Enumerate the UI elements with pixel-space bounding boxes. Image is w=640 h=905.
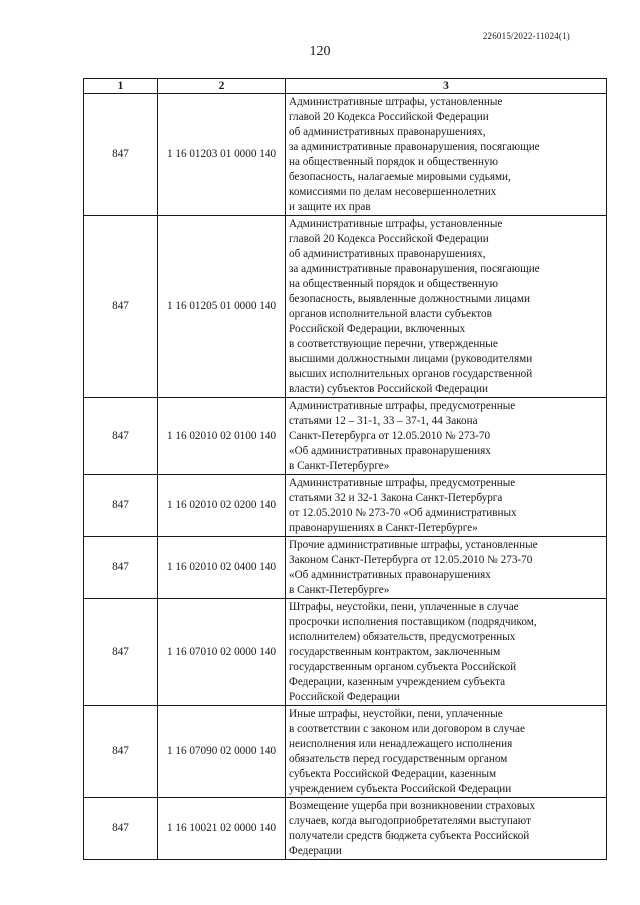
admin-code-cell: 847 bbox=[84, 798, 158, 860]
revenue-code-cell: 1 16 02010 02 0200 140 bbox=[158, 475, 286, 537]
description-line: и защите их прав bbox=[289, 201, 371, 213]
description-line: органов исполнительной власти субъектов bbox=[289, 308, 492, 320]
description-cell bbox=[286, 537, 607, 599]
revenue-code-cell: 1 16 01203 01 0000 140 bbox=[158, 94, 286, 216]
description-line: Возмещение ущерба при возникновении страховых bbox=[289, 800, 536, 812]
description-cell bbox=[286, 94, 607, 216]
description-line: на общественный порядок и общественную bbox=[289, 156, 498, 168]
document-registration-number: 226015/2022-11024(1) bbox=[482, 31, 570, 41]
description-line: правонарушениях в Санкт-Петербурге» bbox=[289, 522, 478, 534]
admin-code-cell: 847 bbox=[84, 398, 158, 475]
table-row bbox=[84, 398, 607, 475]
description-cell bbox=[286, 599, 607, 706]
admin-code-cell: 847 bbox=[84, 475, 158, 537]
description-line: Административные штрафы, установленные bbox=[289, 218, 503, 230]
revenue-code-cell: 1 16 02010 02 0100 140 bbox=[158, 398, 286, 475]
description-line: неисполнения или ненадлежащего исполнения bbox=[289, 738, 513, 750]
description-line: Законом Санкт-Петербурга от 12.05.2010 № 273-70 bbox=[289, 554, 533, 566]
description-line: случаев, когда выгодоприобретателями выступают bbox=[289, 815, 531, 827]
description-cell bbox=[286, 216, 607, 398]
description-line: главой 20 Кодекса Российской Федерации bbox=[289, 111, 489, 123]
table-row bbox=[84, 475, 607, 537]
description-line: высших исполнительных органов государственной bbox=[289, 368, 533, 380]
description-line: на общественный порядок и общественную bbox=[289, 278, 498, 290]
description-line: государственным контрактом, заключенным bbox=[289, 646, 501, 658]
table-row bbox=[84, 599, 607, 706]
description-line: государственным органом субъекта Российской bbox=[289, 661, 517, 673]
description-line: Штрафы, неустойки, пени, уплаченные в случае bbox=[289, 601, 519, 613]
description-line: учреждением субъекта Российской Федерации bbox=[289, 783, 512, 795]
revenue-code-cell: 1 16 10021 02 0000 140 bbox=[158, 798, 286, 860]
revenue-code-cell: 1 16 02010 02 0400 140 bbox=[158, 537, 286, 599]
page-number: 120 bbox=[309, 44, 331, 59]
description-line: власти) субъектов Российской Федерации bbox=[289, 383, 488, 395]
description-line: Иные штрафы, неустойки, пени, уплаченные bbox=[289, 708, 503, 720]
description-line: Федерации, казенным учреждением субъекта bbox=[289, 676, 506, 688]
table-row bbox=[84, 537, 607, 599]
description-line: за административные правонарушения, посягающие bbox=[289, 263, 540, 275]
revenue-code-cell: 1 16 07010 02 0000 140 bbox=[158, 599, 286, 706]
description-line: просрочки исполнения поставщиком (подрядчиком, bbox=[289, 616, 537, 628]
description-line: Российской Федерации, включенных bbox=[289, 323, 466, 335]
column-header-2: 2 bbox=[158, 79, 286, 94]
table-row bbox=[84, 94, 607, 216]
table-row bbox=[84, 216, 607, 398]
description-line: исполнителем) обязательств, предусмотренных bbox=[289, 631, 516, 643]
description-line: главой 20 Кодекса Российской Федерации bbox=[289, 233, 489, 245]
table-header-row bbox=[84, 79, 607, 94]
description-cell bbox=[286, 398, 607, 475]
description-line: Российской Федерации bbox=[289, 691, 400, 703]
column-header-3: 3 bbox=[286, 79, 607, 94]
admin-code-cell: 847 bbox=[84, 599, 158, 706]
revenue-code-cell: 1 16 01205 01 0000 140 bbox=[158, 216, 286, 398]
description-line: высшими должностными лицами (руководителями bbox=[289, 353, 533, 365]
table-row bbox=[84, 706, 607, 798]
revenue-codes-table bbox=[83, 78, 607, 860]
description-line: статьями 32 и 32-1 Закона Санкт-Петербурга bbox=[289, 492, 503, 504]
description-line: комиссиями по делам несовершеннолетних bbox=[289, 186, 497, 198]
description-line: Прочие административные штрафы, установленные bbox=[289, 539, 538, 551]
column-header-1: 1 bbox=[84, 79, 158, 94]
admin-code-cell: 847 bbox=[84, 706, 158, 798]
table-body bbox=[84, 94, 607, 860]
description-line: субъекта Российской Федерации, казенным bbox=[289, 768, 497, 780]
description-line: «Об административных правонарушениях bbox=[289, 569, 491, 581]
description-line: об административных правонарушениях, bbox=[289, 248, 486, 260]
description-line: безопасность, выявленные должностными лицами bbox=[289, 293, 530, 305]
description-line: статьями 12 – 31-1, 33 – 37-1, 44 Закона bbox=[289, 415, 478, 427]
admin-code-cell: 847 bbox=[84, 216, 158, 398]
description-cell bbox=[286, 798, 607, 860]
description-line: получатели средств бюджета субъекта Российской bbox=[289, 830, 530, 842]
description-line: Административные штрафы, предусмотренные bbox=[289, 477, 516, 489]
description-line: в Санкт-Петербурге» bbox=[289, 460, 390, 472]
revenue-code-cell: 1 16 07090 02 0000 140 bbox=[158, 706, 286, 798]
description-line: в Санкт-Петербурге» bbox=[289, 584, 390, 596]
description-line: Административные штрафы, установленные bbox=[289, 96, 503, 108]
description-line: в соответствии с законом или договором в случае bbox=[289, 723, 525, 735]
admin-code-cell: 847 bbox=[84, 537, 158, 599]
table-row bbox=[84, 798, 607, 860]
description-line: от 12.05.2010 № 273-70 «Об административных bbox=[289, 507, 517, 519]
description-line: Санкт-Петербурга от 12.05.2010 № 273-70 bbox=[289, 430, 491, 442]
description-line: об административных правонарушениях, bbox=[289, 126, 486, 138]
description-line: безопасность, налагаемые мировыми судьями, bbox=[289, 171, 511, 183]
description-line: в соответствующие перечни, утвержденные bbox=[289, 338, 498, 350]
description-line: Административные штрафы, предусмотренные bbox=[289, 400, 516, 412]
description-cell bbox=[286, 475, 607, 537]
description-cell bbox=[286, 706, 607, 798]
description-line: за административные правонарушения, посягающие bbox=[289, 141, 540, 153]
description-line: Федерации bbox=[289, 845, 342, 857]
description-line: «Об административных правонарушениях bbox=[289, 445, 491, 457]
admin-code-cell: 847 bbox=[84, 94, 158, 216]
description-line: обязательств перед государственным органом bbox=[289, 753, 508, 765]
